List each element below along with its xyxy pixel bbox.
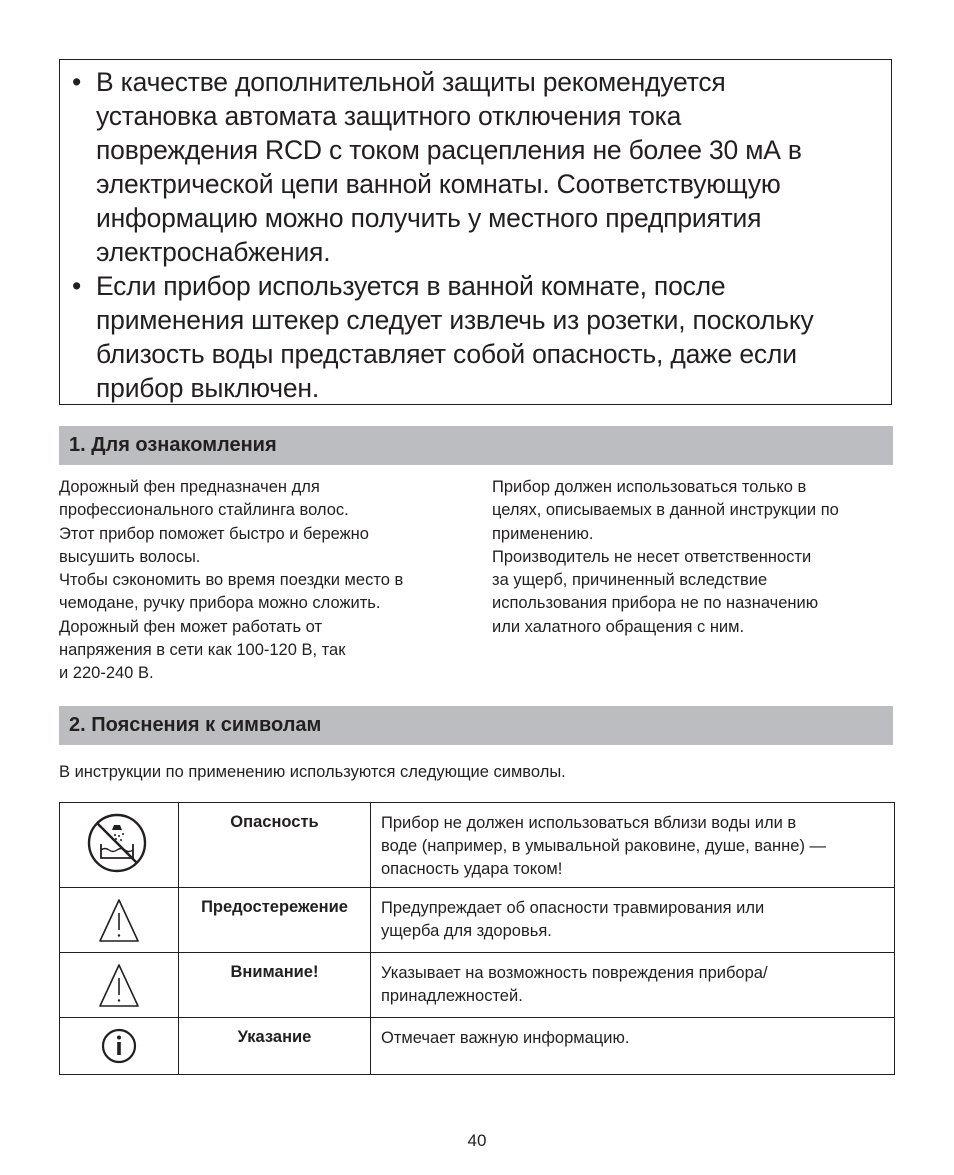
text-line: Прибор должен использоваться только в bbox=[492, 478, 807, 496]
description-line: Указывает на возможность повреждения прибора/ bbox=[381, 964, 768, 982]
bullet: • bbox=[72, 67, 82, 97]
icon-cell bbox=[60, 888, 179, 953]
warning-line: близость воды представляет собой опасность, даже если bbox=[96, 339, 797, 369]
text-line: использования прибора не по назначению bbox=[492, 594, 819, 613]
symbol-term: Указание bbox=[179, 1018, 371, 1075]
text-line: напряжения в сети как 100-120 В, так bbox=[59, 641, 346, 660]
section-1-right-column bbox=[492, 476, 897, 639]
text-line: применению. bbox=[492, 524, 594, 543]
text-line: целях, описываемых в данной инструкции по bbox=[492, 501, 839, 520]
description-line: воде (например, в умывальной раковине, душе, ванне) — bbox=[381, 837, 827, 855]
description-line: принадлежностей. bbox=[381, 987, 523, 1005]
section-2-heading: 2. Пояснения к символам bbox=[59, 706, 893, 745]
warning-line: установка автомата защитного отключения тока bbox=[96, 101, 682, 131]
symbol-term: Предостережение bbox=[179, 888, 371, 953]
text-line: чемодане, ручку прибора можно сложить. bbox=[59, 594, 381, 613]
info-icon bbox=[60, 1018, 178, 1074]
text-line: Дорожный фен предназначен для bbox=[59, 478, 320, 496]
symbol-description bbox=[371, 1018, 895, 1075]
warning-line: электроснабжения. bbox=[96, 237, 331, 267]
warning-line: Если прибор используется в ванной комнате, после bbox=[96, 271, 726, 301]
table-row bbox=[60, 803, 895, 888]
page-number: 40 bbox=[467, 1131, 487, 1150]
warning-line: информацию можно получить у местного предприятия bbox=[96, 203, 762, 233]
bullet: • bbox=[72, 271, 82, 301]
text-line: высушить волосы. bbox=[59, 547, 201, 566]
warning-line: повреждения RCD с током расцепления не более 30 мА в bbox=[96, 135, 802, 165]
symbol-term: Внимание! bbox=[179, 953, 371, 1018]
symbol-term: Опасность bbox=[179, 803, 371, 888]
description-line: ущерба для здоровья. bbox=[381, 922, 552, 940]
warning-line: В качестве дополнительной защиты рекомендуется bbox=[96, 67, 726, 97]
warning-item bbox=[60, 269, 891, 405]
text-line: профессионального стайлинга волос. bbox=[59, 501, 349, 520]
symbols-table bbox=[59, 802, 895, 1075]
icon-cell bbox=[60, 953, 179, 1018]
text-line: Производитель не несет ответственности bbox=[492, 547, 812, 566]
text-line: Этот прибор поможет быстро и бережно bbox=[59, 524, 369, 543]
warning-triangle-icon bbox=[60, 888, 178, 951]
symbol-description bbox=[371, 888, 895, 953]
symbol-description bbox=[371, 803, 895, 888]
table-row bbox=[60, 888, 895, 953]
symbol-description bbox=[371, 953, 895, 1018]
description-line: Отмечает важную информацию. bbox=[381, 1029, 630, 1047]
text-line: Дорожный фен может работать от bbox=[59, 617, 323, 636]
warning-line: применения штекер следует извлечь из розетки, поскольку bbox=[96, 305, 814, 335]
table-row bbox=[60, 953, 895, 1018]
text-line: или халатного обращения с ним. bbox=[492, 617, 745, 636]
table-row bbox=[60, 1018, 895, 1075]
warning-item bbox=[60, 65, 891, 269]
warning-line: прибор выключен. bbox=[96, 373, 320, 403]
description-line: опасность удара током! bbox=[381, 860, 563, 878]
text-line: за ущерб, причиненный вследствие bbox=[492, 571, 768, 590]
icon-cell bbox=[60, 803, 179, 888]
text-line: и 220-240 В. bbox=[59, 664, 154, 683]
no-water-icon bbox=[60, 803, 178, 886]
text-line: Чтобы сэкономить во время поездки место в bbox=[59, 571, 404, 590]
warning-line: электрической цепи ванной комнаты. Соответствующую bbox=[96, 169, 781, 199]
warning-box bbox=[59, 59, 892, 405]
description-line: Прибор не должен использоваться вблизи воды или в bbox=[381, 814, 797, 832]
section-1-left-column bbox=[59, 476, 464, 686]
warning-list bbox=[60, 65, 891, 405]
symbols-intro: В инструкции по применению используются следующие символы. bbox=[59, 763, 566, 781]
warning-triangle-icon bbox=[60, 953, 178, 1016]
section-1-heading: 1. Для ознакомления bbox=[59, 426, 893, 465]
icon-cell bbox=[60, 1018, 179, 1075]
description-line: Предупреждает об опасности травмирования или bbox=[381, 899, 765, 917]
